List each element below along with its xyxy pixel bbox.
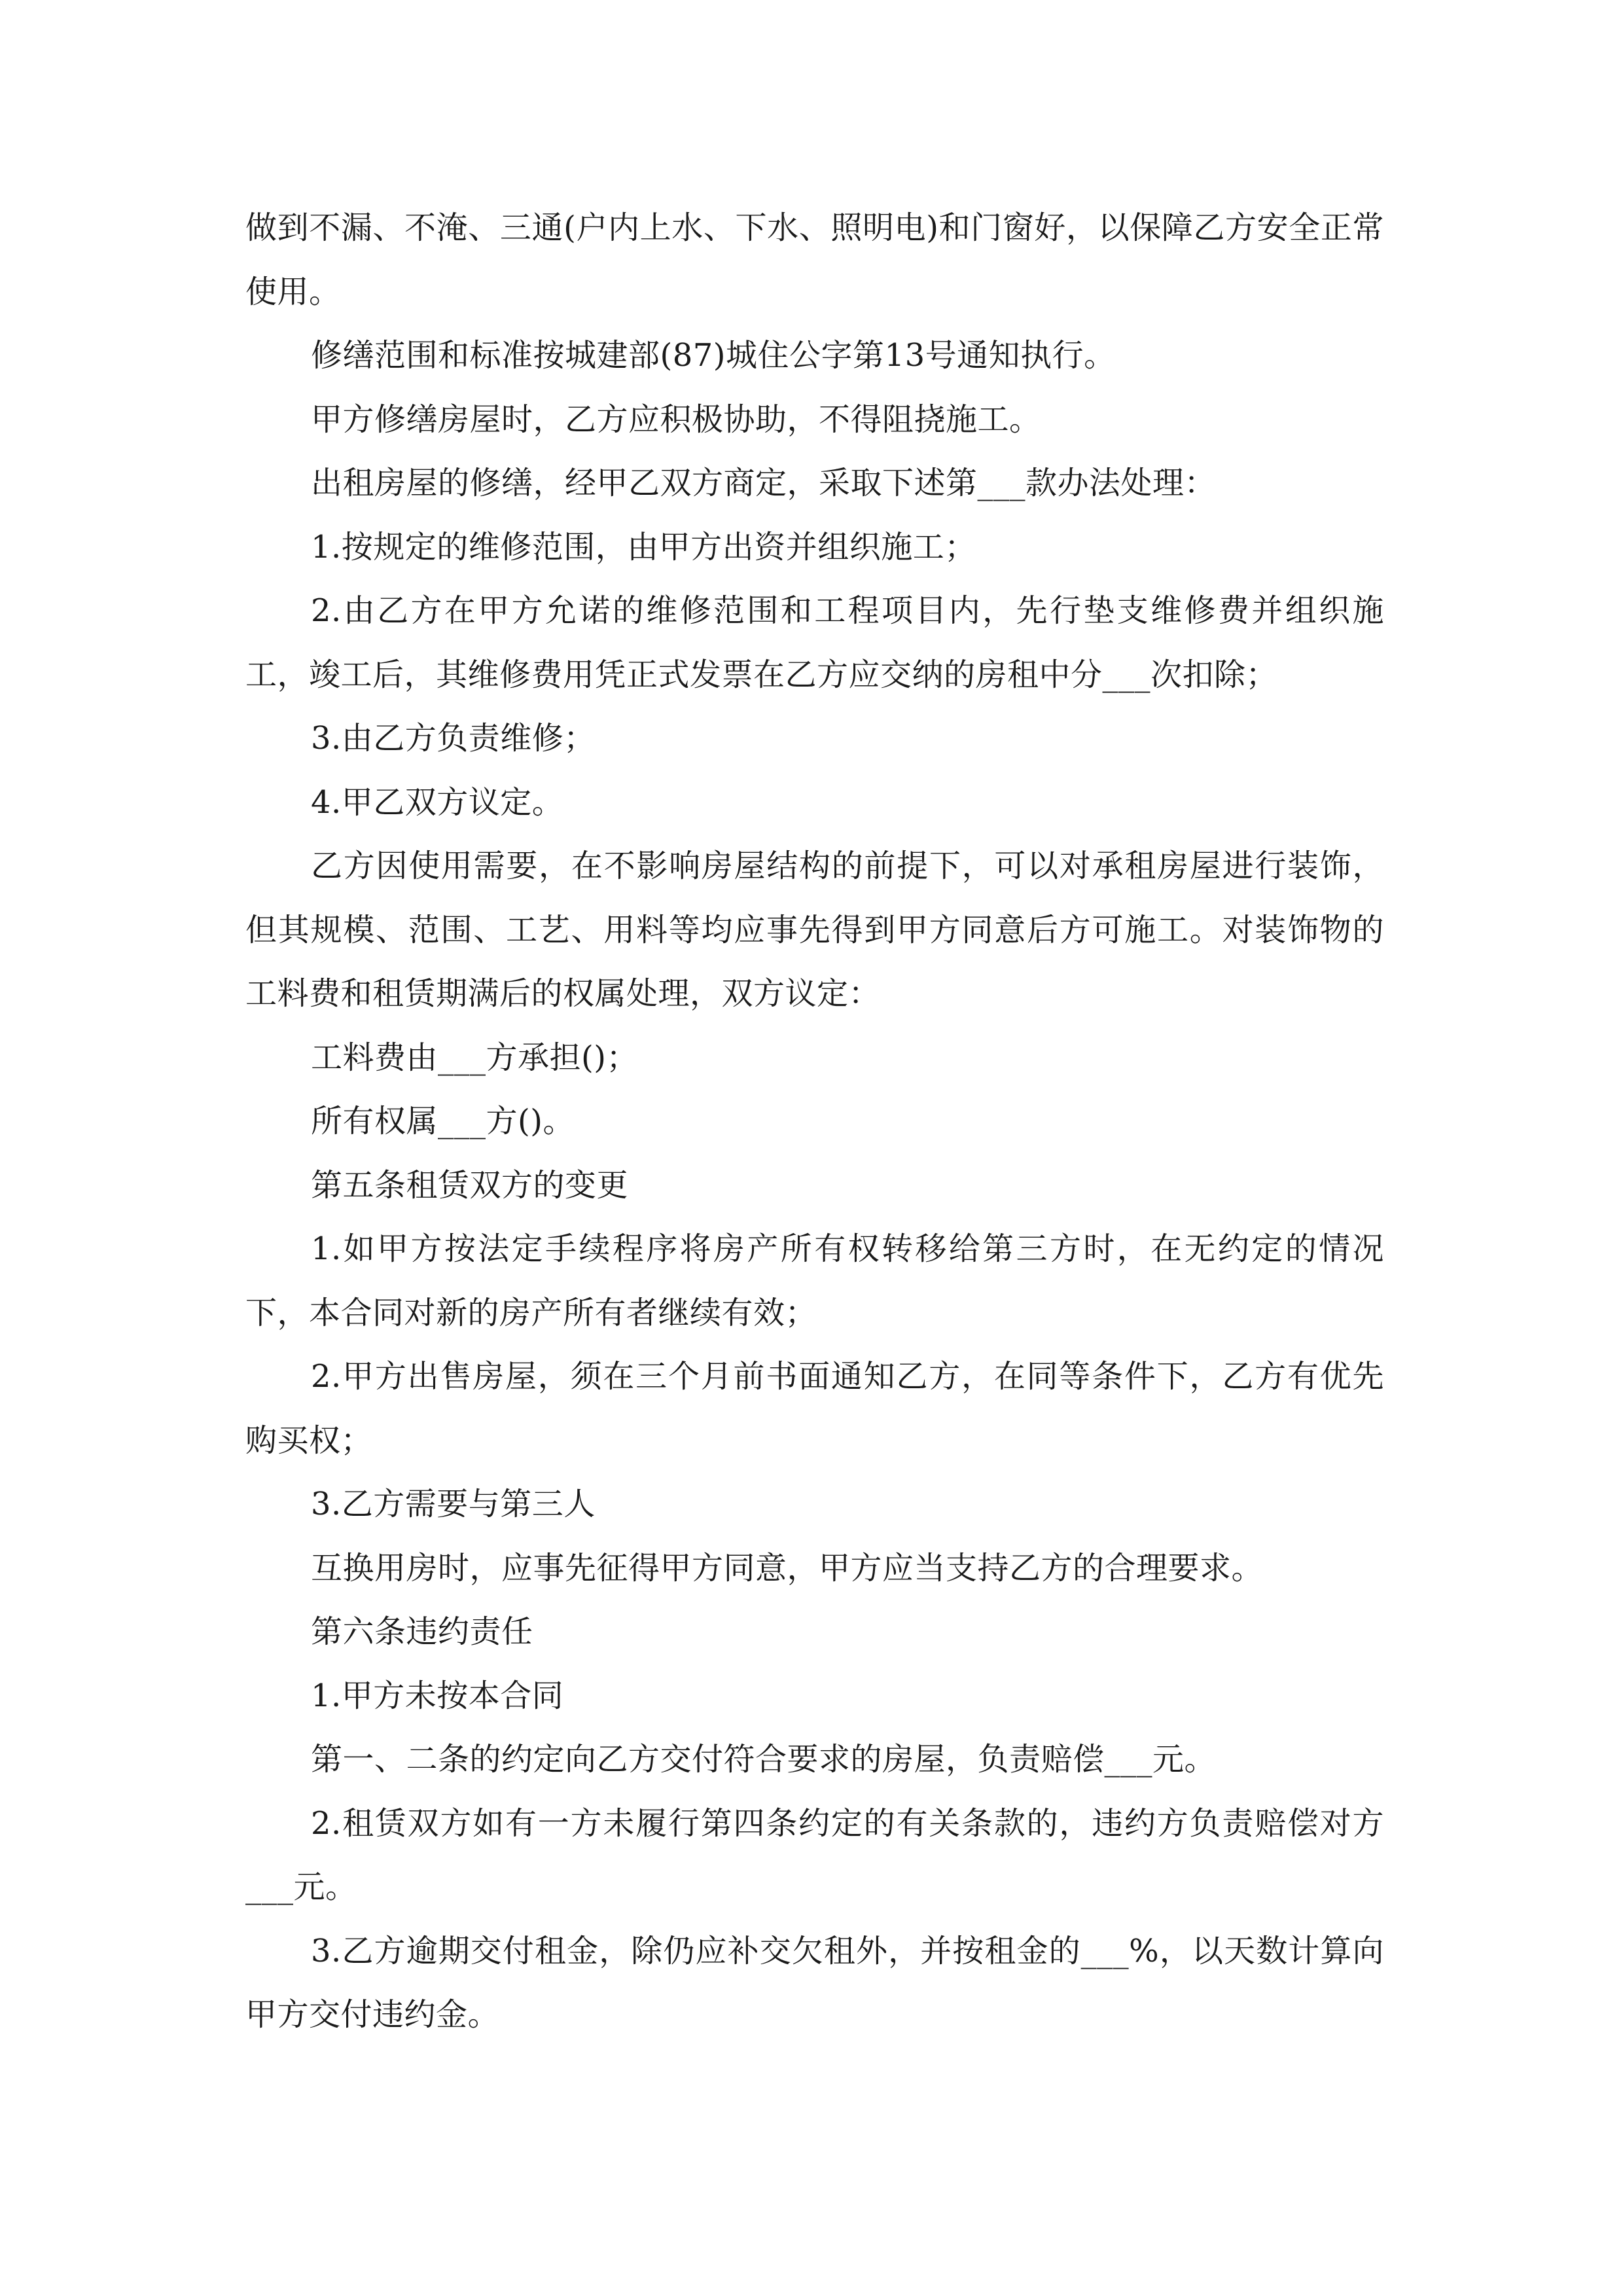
paragraph: 修缮范围和标准按城建部(87)城住公字第13号通知执行。: [311, 337, 1116, 374]
list-item: 2.由乙方在甲方允诺的维修范围和工程项目内，先行垫支维修费并组织施工，竣工后，其维修费用凭正式发票在乙方应交纳的房租中分___次扣除；: [245, 592, 1384, 693]
list-item: 2.租赁双方如有一方未履行第四条约定的有关条款的，违约方负责赔偿对方___元。: [245, 1804, 1384, 1905]
paragraph: 所有权属___方()。: [311, 1103, 575, 1139]
paragraph: 工料费由___方承担()；: [311, 1039, 638, 1076]
list-item: 3.乙方逾期交付租金，除仍应补交欠租外，并按租金的___%，以天数计算向甲方交付违约金。: [245, 1932, 1384, 2033]
list-item: 1.按规定的维修范围，由甲方出资并组织施工；: [311, 528, 976, 565]
section-heading: 第六条违约责任: [311, 1613, 533, 1650]
document-body: [245, 196, 1384, 2047]
paragraph: 甲方修缮房屋时，乙方应积极协助，不得阻挠施工。: [311, 401, 1041, 438]
section-heading: 第五条租赁双方的变更: [311, 1166, 629, 1204]
paragraph: 做到不漏、不淹、三通(户内上水、下水、照明电)和门窗好，以保障乙方安全正常使用。: [245, 209, 1384, 310]
paragraph: 互换用房时，应事先征得甲方同意，甲方应当支持乙方的合理要求。: [311, 1549, 1264, 1587]
paragraph: 第一、二条的约定向乙方交付符合要求的房屋，负责赔偿___元。: [311, 1741, 1217, 1778]
list-item: 3.乙方需要与第三人: [311, 1486, 596, 1522]
paragraph: 出租房屋的修缮，经甲乙双方商定，采取下述第___款办法处理：: [311, 465, 1217, 501]
list-item: 1.甲方未按本合同: [311, 1677, 564, 1714]
list-item: 2.甲方出售房屋，须在三个月前书面通知乙方，在同等条件下，乙方有优先购买权；: [245, 1358, 1384, 1459]
paragraph: 乙方因使用需要，在不影响房屋结构的前提下，可以对承租房屋进行装饰，但其规模、范围、工艺、用料等均应事先得到甲方同意后方可施工。对装饰物的工料费和租赁期满后的权属处理，双方议定：: [245, 848, 1384, 1012]
list-item: 4.甲乙双方议定。: [311, 783, 564, 821]
list-item: 3.由乙方负责维修；: [311, 720, 596, 757]
list-item: 1.如甲方按法定手续程序将房产所有权转移给第三方时，在无约定的情况下，本合同对新的房产所有者继续有效；: [245, 1230, 1384, 1331]
